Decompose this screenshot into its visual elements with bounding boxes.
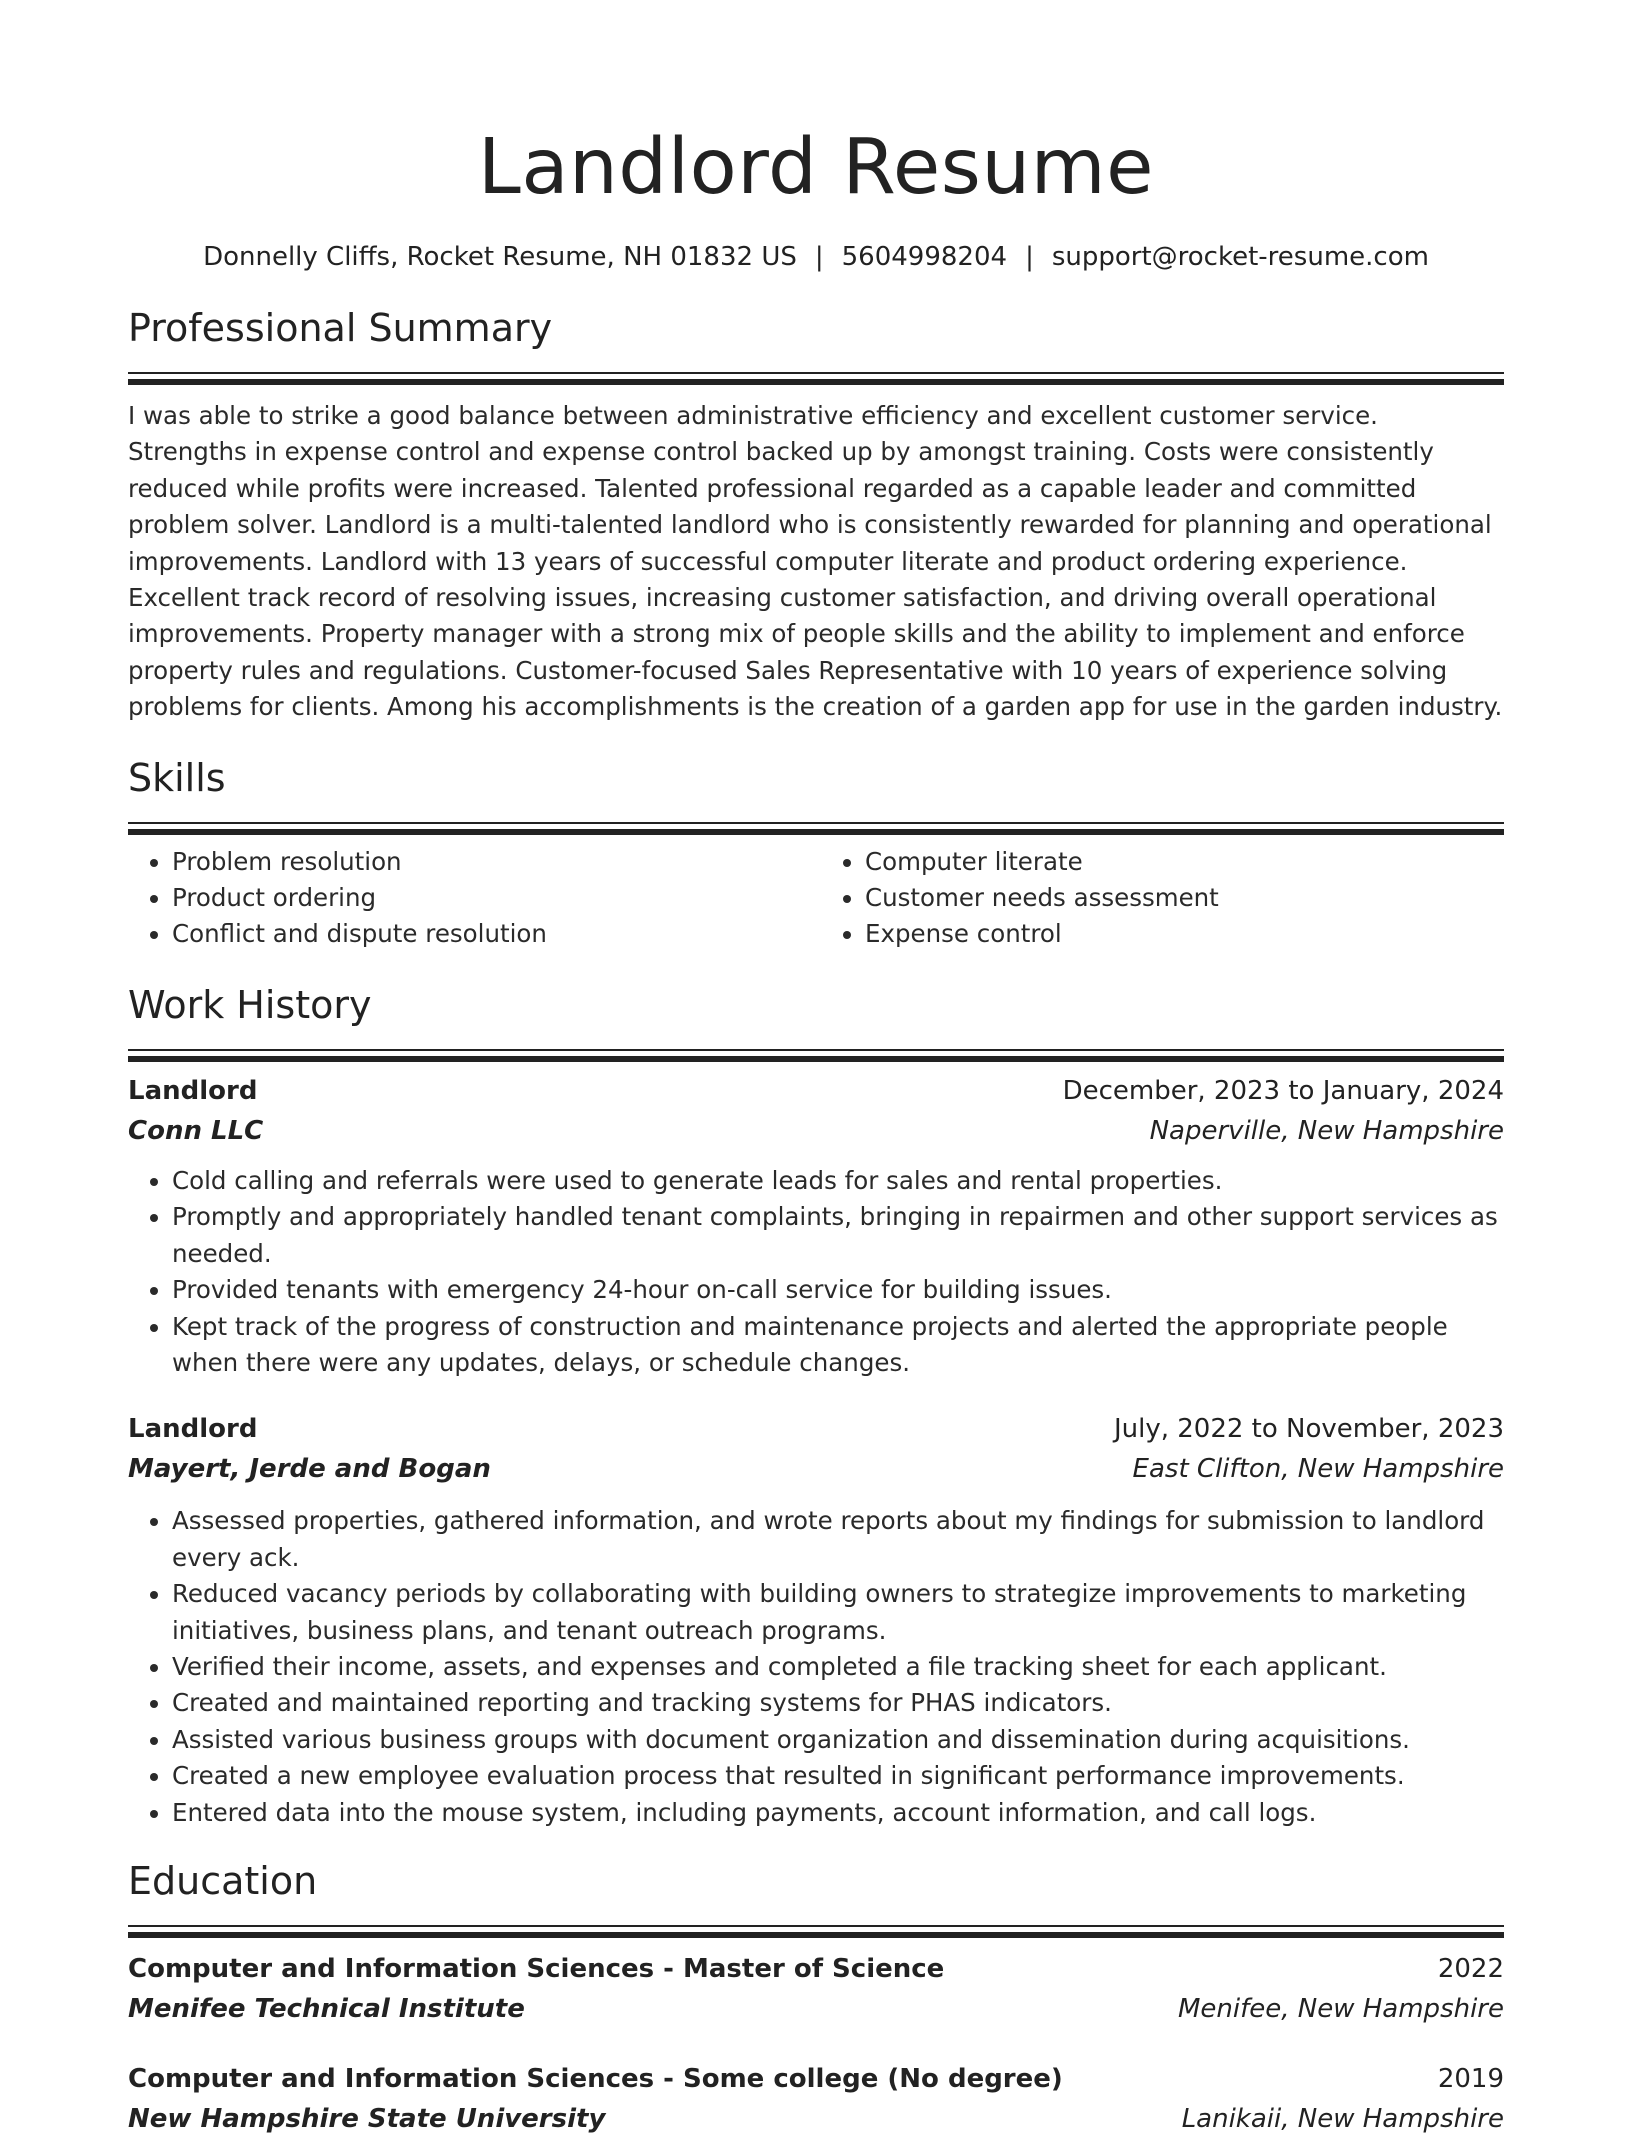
resume-title: Landlord Resume (477, 123, 1155, 212)
section-divider (128, 1049, 1504, 1059)
list-item: • Assessed properties, gathered information, and wrote reports about my findings for submission to landlord every ack. (172, 1503, 1504, 1576)
skills-column-right (816, 844, 1504, 953)
education-section (128, 1857, 1504, 2139)
job-title: Landlord (128, 1414, 258, 1445)
list-item: • Promptly and appropriately handled tenant complaints, bringing in repairmen and other support services as needed. (172, 1199, 1504, 1272)
list-item: • Provided tenants with emergency 24-hour on-call service for building issues. (172, 1272, 1504, 1308)
education-location: Lanikaii, New Hampshire (1181, 2103, 1504, 2134)
job-header (128, 1071, 1504, 1111)
list-item: • Reduced vacancy periods by collaborating with building owners to strategize improvements to marketing initiatives, business plans, and tenant outreach programs. (172, 1576, 1504, 1649)
skill-item: • Expense control (865, 916, 1504, 952)
education-year: 2022 (1437, 1953, 1504, 1984)
skill-item: • Customer needs assessment (865, 880, 1504, 916)
education-degree: Computer and Information Sciences - Some college (No degree) (128, 2063, 1063, 2094)
list-item: • Created a new employee evaluation process that resulted in significant performance improvements. (172, 1758, 1504, 1794)
education-heading: Education (128, 1858, 318, 1903)
education-subheader (128, 2099, 1504, 2139)
section-divider (128, 1925, 1504, 1935)
education-school: Menifee Technical Institute (128, 1993, 525, 2024)
education-subheader (128, 1989, 1504, 2029)
job-entry (128, 1071, 1504, 1381)
list-item: • Cold calling and referrals were used to generate leads for sales and rental properties. (172, 1163, 1504, 1199)
job-bullets (128, 1503, 1504, 1831)
education-year: 2019 (1437, 2063, 1504, 2094)
section-divider (128, 822, 1504, 832)
skill-item: • Product ordering (172, 880, 816, 916)
education-entry (128, 2059, 1504, 2139)
contact-separator: | (814, 242, 824, 272)
summary-heading: Professional Summary (128, 306, 553, 350)
summary-text: I was able to strike a good balance between administrative efficiency and excellent customer service. Strengths in expense control and expense control backed up by amongst training. Costs were consistently reduced while profits were increased. Talented professional regarded as a capable leader and committed problem solver. Landlord is a multi-talented landlord who is consistently rewarded for planning and operational improvements. Landlord with 13 years of successful computer literate and product ordering experience. Excellent track record of resolving issues, increasing customer satisfaction, and driving overall operational improvements. Property manager with a strong mix of people skills and the ability to implement and enforce property rules and regulations. Customer-focused Sales Representative with 10 years of experience solving problems for clients. Among his accomplishments is the creation of a garden app for use in the garden industry. (128, 401, 1503, 722)
summary-section (128, 304, 1504, 726)
contact-phone: 5604998204 (841, 242, 1008, 272)
education-header (128, 2059, 1504, 2099)
job-location: Naperville, New Hampshire (1149, 1115, 1504, 1146)
education-location: Menifee, New Hampshire (1177, 1993, 1504, 2024)
contact-line (128, 240, 1504, 274)
education-degree: Computer and Information Sciences - Master of Science (128, 1953, 945, 1984)
job-company: Conn LLC (128, 1115, 264, 1146)
list-item: • Entered data into the mouse system, including payments, account information, and call logs. (172, 1795, 1504, 1831)
skill-item: • Computer literate (865, 844, 1504, 880)
job-subheader (128, 1111, 1504, 1151)
job-title: Landlord (128, 1075, 258, 1106)
education-entry (128, 1949, 1504, 2029)
contact-separator: | (1025, 242, 1034, 272)
list-item: • Verified their income, assets, and expenses and completed a file tracking sheet for each applicant. (172, 1649, 1504, 1685)
job-dates: July, 2022 to November, 2023 (1113, 1414, 1504, 1445)
contact-address: Donnelly Cliffs, Rocket Resume, NH 01832 US (203, 242, 797, 272)
contact-email[interactable]: support@rocket-resume.com (1051, 242, 1429, 272)
skills-heading: Skills (128, 755, 226, 800)
job-header (128, 1409, 1504, 1449)
job-dates: December, 2023 to January, 2024 (1062, 1075, 1504, 1106)
skills-list (128, 844, 1504, 953)
job-subheader (128, 1449, 1504, 1489)
job-location: East Clifton, New Hampshire (1132, 1454, 1504, 1485)
work-history-heading: Work History (128, 982, 372, 1027)
skills-section (128, 754, 1504, 953)
list-item: • Kept track of the progress of construction and maintenance projects and alerted the appropriate people when there were any updates, delays, or schedule changes. (172, 1309, 1504, 1382)
skill-item: • Conflict and dispute resolution (172, 916, 816, 952)
education-header (128, 1949, 1504, 1989)
skills-column-left (128, 844, 816, 953)
job-entry (128, 1409, 1504, 1831)
job-bullets (128, 1163, 1504, 1381)
skill-item: • Problem resolution (172, 844, 816, 880)
education-school: New Hampshire State University (128, 2103, 606, 2134)
work-history-section (128, 981, 1504, 1831)
list-item: • Created and maintained reporting and tracking systems for PHAS indicators. (172, 1685, 1504, 1721)
section-divider (128, 372, 1504, 382)
job-company: Mayert, Jerde and Bogan (128, 1454, 491, 1485)
list-item: • Assisted various business groups with document organization and dissemination during acquisitions. (172, 1722, 1504, 1758)
